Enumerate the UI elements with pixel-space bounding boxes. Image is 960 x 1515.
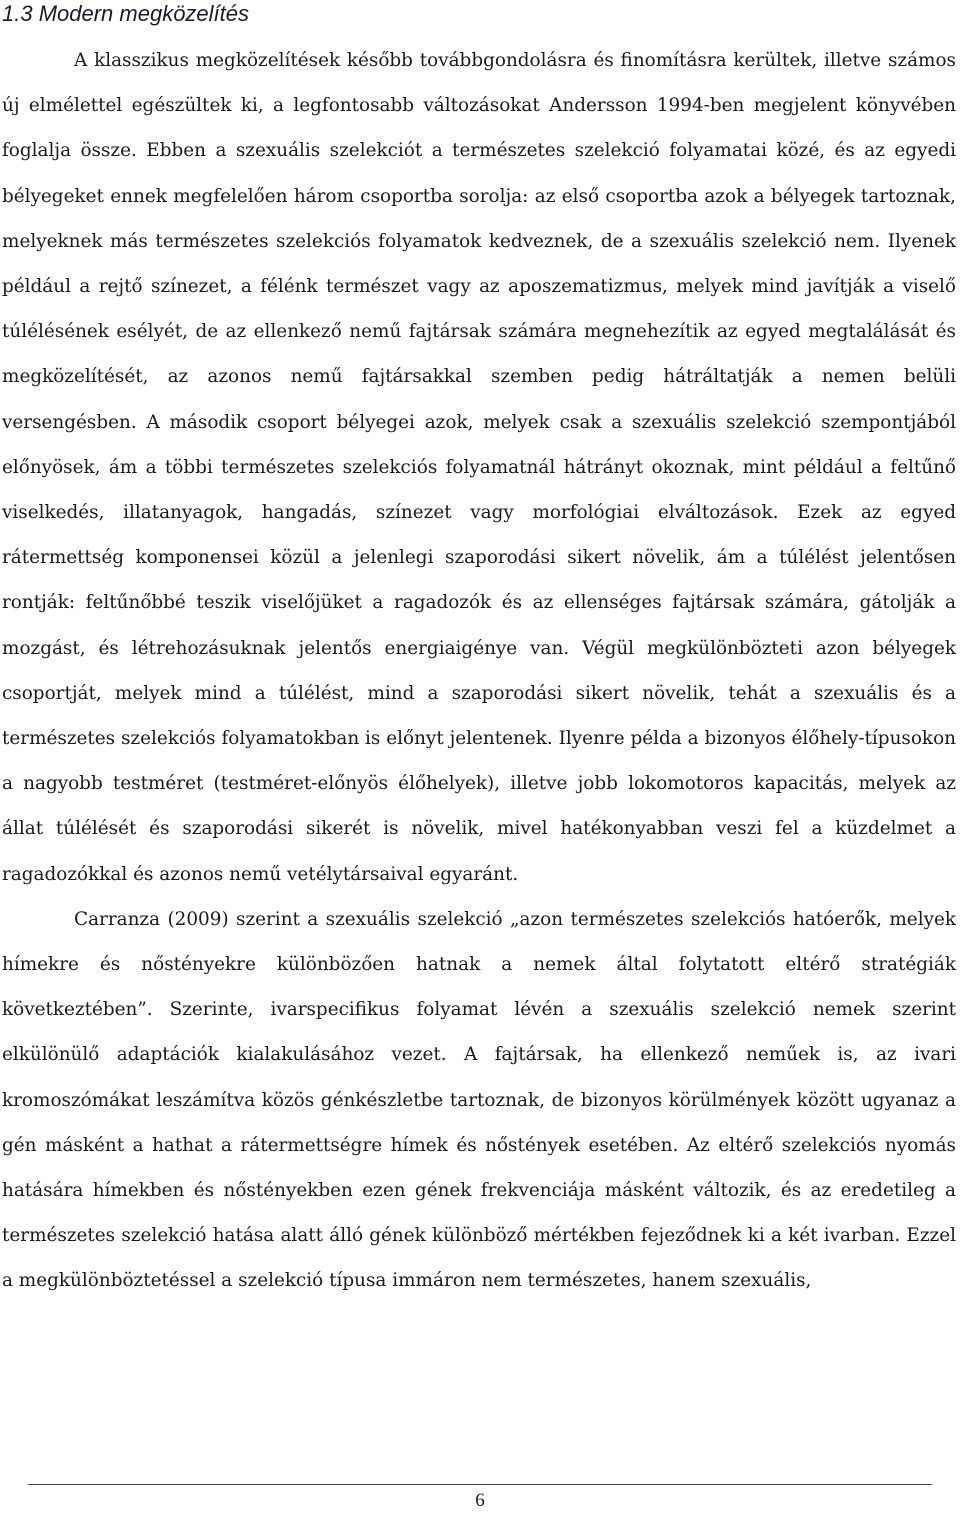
body-text [2,38,956,1304]
paragraph-1: A klasszikus megközelítések később továbbgondolásra és finomításra kerültek, illetve számos új elmélettel egészültek ki, a legfontosabb változásokat Andersson 1994-ben megjelent könyvében foglalja össze. Ebben a szexuális szelekciót a természetes szelekció folyamatai közé, és az egyedi bélyegeket ennek megfelelően három csoportba sorolja: az első csoportba azok a bélyegek tartoznak, melyeknek más természetes szelekciós folyamatok kedveznek, de a szexuális szelekció nem. Ilyenek például a rejtő színezet, a félénk természet vagy az aposzematizmus, melyek mind javítják a viselő túlélésének esélyét, de az ellenkező nemű fajtársak számára megnehezítik az egyed megtalálását és megközelítését, az azonos nemű fajtársakkal szemben pedig hátráltatják a nemen belüli versengésben. A második csoport bélyegei azok, melyek csak a szexuális szelekció szempontjából előnyösek, ám a többi természetes szelekciós folyamatnál hátrányt okoznak, mint például a feltűnő viselkedés, illatanyagok, hangadás, színezet vagy morfológiai elváltozások. Ezek az egyed rátermettség komponensei közül a jelenlegi szaporodási sikert növelik, ám a túlélést jelentősen rontják: feltűnőbbé teszik viselőjüket a ragadozók és az ellenséges fajtársak számára, gátolják a mozgást, és létrehozásuknak jelentős energiaigénye van. Végül megkülönbözteti azon bélyegek csoportját, melyek mind a túlélést, mind a szaporodási sikert növelik, tehát a szexuális és a természetes szelekciós folyamatokban is előnyt jelentenek. Ilyenre példa a bizonyos élőhely-típusokon a nagyobb testméret (testméret-előnyös élőhelyek), illetve jobb lokomotoros kapacitás, melyek az állat túlélését és szaporodási sikerét is növelik, mivel hatékonyabban veszi fel a küzdelmet a ragadozókkal és azonos nemű vetélytársaival egyaránt. [2,50,956,885]
section-heading: 1.3 Modern megközelítés [2,1,250,26]
paragraph-2: Carranza (2009) szerint a szexuális szelekció „azon természetes szelekciós hatóerők, melyek hímekre és nőstényekre különbözően hatnak a nemek által folytatott eltérő stratégiák következtében”. Szerinte, ivarspecifikus folyamat lévén a szexuális szelekció nemek szerint elkülönülő adaptációk kialakulásához vezet. A fajtársak, ha ellenkező neműek is, az ivari kromoszómákat leszámítva közös génkészletbe tartoznak, de bizonyos körülmények között ugyanaz a gén másként a hathat a rátermettségre hímek és nőstények esetében. Az eltérő szelekciós nyomás hatására hímekben és nőstényekben ezen gének frekvenciája másként változik, és az eredetileg a természetes szelekció hatása alatt álló gének különböző mértékben fejeződnek ki a két ivarban. Ezzel a megkülönböztetéssel a szelekció típusa immáron nem természetes, hanem szexuális, [2,908,956,1292]
page-number: 6 [475,1490,485,1511]
footer-divider [28,1484,932,1485]
